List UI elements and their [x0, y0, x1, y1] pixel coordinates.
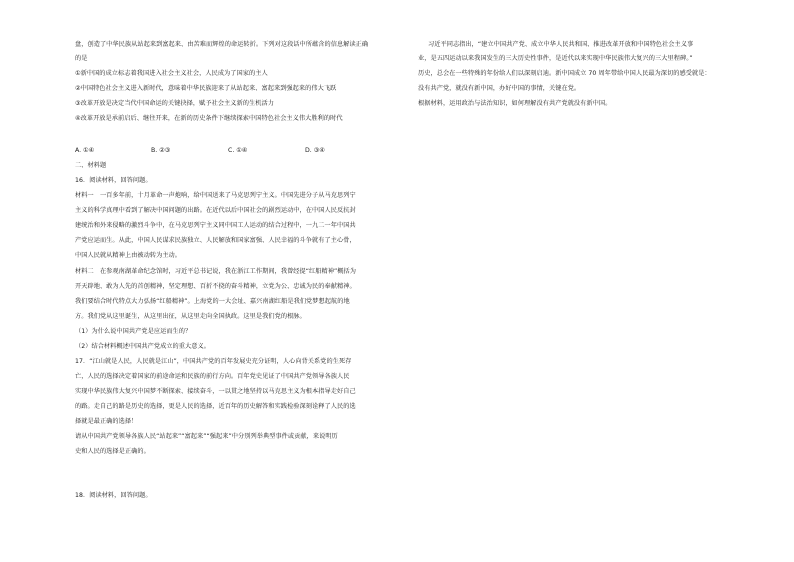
q16-material1-line: 产党应运而生。从此，中国人民谋求民族独立、人民解放和国家富强、人民幸福的斗争就有了主心骨， [75, 237, 356, 244]
q18-task: 根据材料，运用政治与法治知识，如何理解没有共产党就没有新中国。 [418, 100, 612, 107]
q15-statement-1: ①新中国的成立标志着我国进入社会主义社会，人民成为了国家的主人 [75, 70, 268, 77]
q15-intro-line: 的是 [75, 55, 88, 62]
q15-option-b: B. ②③ [151, 147, 171, 154]
q17-paragraph-line: 择就是最正确的选择！ [75, 418, 138, 425]
q17-paragraph-line: 实现中华民族伟大复兴中国梦不断探索、接续奋斗，一以贯之地坚持以马克思主义为根本指导走好自己 [75, 388, 356, 395]
q17-paragraph-line: 17．“江山就是人民，人民就是江山”，中国共产党的百年发展史充分证明，人心向背关系党的生死存 [75, 358, 352, 365]
q16-header: 16．阅读材料，回答问题。 [75, 177, 152, 184]
q18-material-line: 习近平同志指出，“建立中国共产党、成立中华人民共和国、推进改革开放和中国特色社会主义事 [428, 41, 694, 48]
q18-material-line: 没有共产党，就没有新中国，办好中国的事情，关键在党。 [418, 85, 581, 92]
q16-material2-line: 我们要结合时代特点大力弘扬“红船精神”。上海党的一大会址、嘉兴南湖红船是我们党梦想起航的地 [75, 298, 350, 305]
q18-header: 18．阅读材料，回答问题。 [75, 492, 152, 499]
q15-statement-3: ③改革开放是决定当代中国命运的关键抉择，赋予社会主义新的生机活力 [75, 100, 274, 107]
q16-material1-line: 材料一 一百多年前，十月革命一声炮响，给中国送来了马克思列宁主义。中国先进分子从马克思列宁 [75, 192, 356, 199]
q17-task-line: 请从中国共产党领导各族人民“站起来”“富起来”“强起来”中分别列举典型事件或贡献，来说明历 [75, 433, 338, 440]
q16-material2-line: 方。我们党从这里诞生，从这里出征，从这里走向全国执政。这里是我们党的根脉。 [75, 313, 306, 320]
q17-paragraph-line: 亡，人民的选择决定着国家的前途命运和民族的前行方向。百年党史见证了中国共产党领导各族人民 [75, 373, 350, 380]
q18-material-line: 业，是五四运动以来我国发生的三大历史性事件，是近代以来实现中华民族伟大复兴的三大里程碑。” [418, 55, 693, 62]
q16-material2-line: 开天辟地、敢为人先的首创精神，坚定理想、百折不挠的奋斗精神，立党为公、忠诚为民的奉献精神。 [75, 283, 356, 290]
q16-material1-line: 中国人民就从精神上由被动转为主动。 [75, 252, 182, 259]
q15-intro-line: 盘，创造了中华民族从站起来到富起来、由苦难而辉煌的命运转折。下列对这段话中所蕴含的信息解读正确 [75, 41, 369, 48]
q16-question-1: （1）为什么说中国共产党是应运而生的？ [75, 328, 192, 335]
q17-task-line: 史和人民的选择是正确的。 [75, 448, 150, 455]
q16-material2-line: 材料二 在参观南湖革命纪念馆时，习近平总书记说，我在浙江工作期间，我曾经提“红船精神”概括为 [75, 268, 356, 275]
section-title: 二、材料题 [75, 162, 107, 169]
q18-material-line: 历史，总会在一些特殊的年份给人们以深刻启迪。新中国成立 70 周年带给中国人民最为深切的感受就是： [418, 70, 711, 77]
q15-statement-4: ④改革开放是承前启后、继往开来，在新的历史条件下继续探索中国特色社会主义伟大胜利的时代 [75, 115, 343, 122]
q16-material1-line: 建统治和外来侵略的激烈斗争中，在马克思列宁主义同中国工人运动的结合过程中，一九二一年中国共 [75, 222, 356, 229]
q17-paragraph-line: 的路。走自己的路是历史的选择，更是人民的选择，近百年的历史解答和实践检验深刻诠释了人民的选 [75, 403, 356, 410]
q16-material1-line: 主义的科学真理中看到了解决中国问题的出路。在近代以后中国社会的剧烈运动中，在中国人民反抗封 [75, 207, 356, 214]
q15-option-d: D. ③④ [305, 147, 325, 154]
q15-statement-2: ②中国特色社会主义进入新时代，意味着中华民族迎来了从站起来、富起来到强起来的伟大飞跃 [75, 85, 337, 92]
q15-option-a: A. ①④ [75, 147, 95, 154]
q15-option-c: C. ①④ [228, 147, 248, 154]
q16-question-2: （2）结合材料概述中国共产党成立的重大意义。 [75, 343, 210, 350]
